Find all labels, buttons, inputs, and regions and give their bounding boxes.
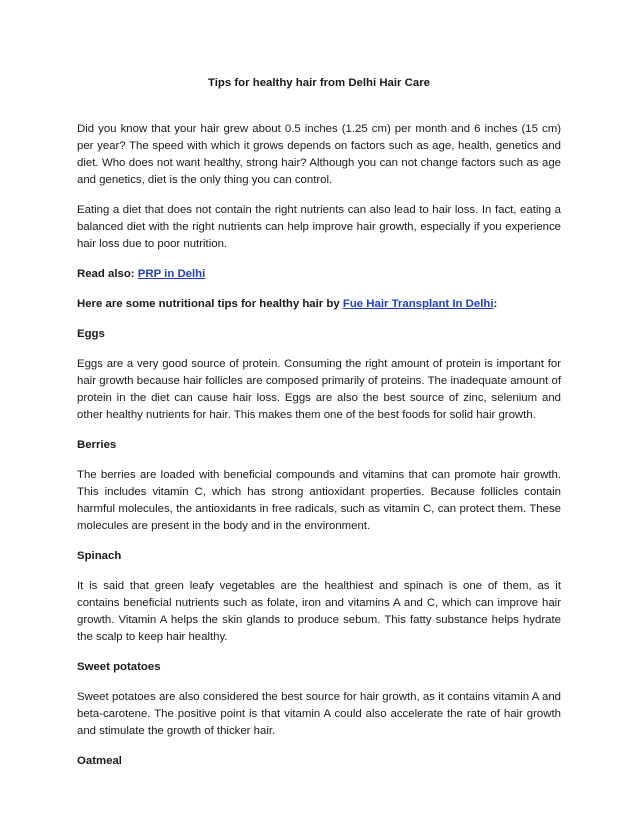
section-body-eggs: Eggs are a very good source of protein. Consuming the right amount of protein is important for hair growth because hair follicles are composed primarily of proteins. The inadequate amount of protein in the diet can cause hair loss. Eggs are also the best source of zinc, selenium and other healthy nutrients for hair. This makes them one of the best foods for solid hair growth. — [77, 358, 561, 421]
section-heading-eggs: Eggs — [77, 328, 105, 340]
tips-intro-text: Here are some nutritional tips for healthy hair by — [77, 298, 343, 310]
section-heading-berries: Berries — [77, 439, 117, 451]
read-also-line — [77, 266, 561, 283]
prp-in-delhi-link[interactable]: PRP in Delhi — [137, 268, 206, 280]
section-body-spinach: It is said that green leafy vegetables are the healthiest and spinach is one of them, as it contains beneficial nutrients such as folate, iron and vitamins A and C, which can improve hair growth. Vitamin A helps the skin glands to produce sebum. This fatty substance helps hydrate the scalp to keep hair healthy. — [77, 580, 561, 643]
fue-hair-transplant-link[interactable]: Fue Hair Transplant In Delhi — [342, 298, 494, 310]
page-title: Tips for healthy hair from Delhi Hair Care — [208, 77, 430, 89]
section-heading-oatmeal: Oatmeal — [77, 755, 122, 767]
section-body-sweet-potatoes: Sweet potatoes are also considered the best source for hair growth, as it contains vitamin A and beta-carotene. The positive point is that vitamin A could also accelerate the rate of hair growth and stimulate the growth of thicker hair. — [77, 691, 561, 737]
document-body — [77, 121, 561, 783]
tips-intro-suffix: : — [493, 298, 498, 310]
section-heading-spinach: Spinach — [77, 550, 122, 562]
tips-intro-line — [77, 296, 561, 313]
section-heading-sweet-potatoes: Sweet potatoes — [77, 661, 161, 673]
read-also-label: Read also: — [77, 268, 138, 280]
intro-paragraph-1: Did you know that your hair grew about 0.5 inches (1.25 cm) per month and 6 inches (15 cm) per year? The speed with which it grows depends on factors such as age, health, genetics and diet. Who does not want healthy, strong hair? Although you can not change factors such as age and genetics, diet is the only thing you can control. — [77, 123, 561, 186]
intro-paragraph-2: Eating a diet that does not contain the right nutrients can also lead to hair loss. In fact, eating a balanced diet with the right nutrients can help improve hair growth, especially if you experience hair loss due to poor nutrition. — [77, 204, 561, 250]
section-body-berries: The berries are loaded with beneficial compounds and vitamins that can promote hair growth. This includes vitamin C, which has strong antioxidant properties. Because follicles contain harmful molecules, the antioxidants in free radicals, such as vitamin C, can protect them. These molecules are present in the body and in the environment. — [77, 469, 561, 532]
